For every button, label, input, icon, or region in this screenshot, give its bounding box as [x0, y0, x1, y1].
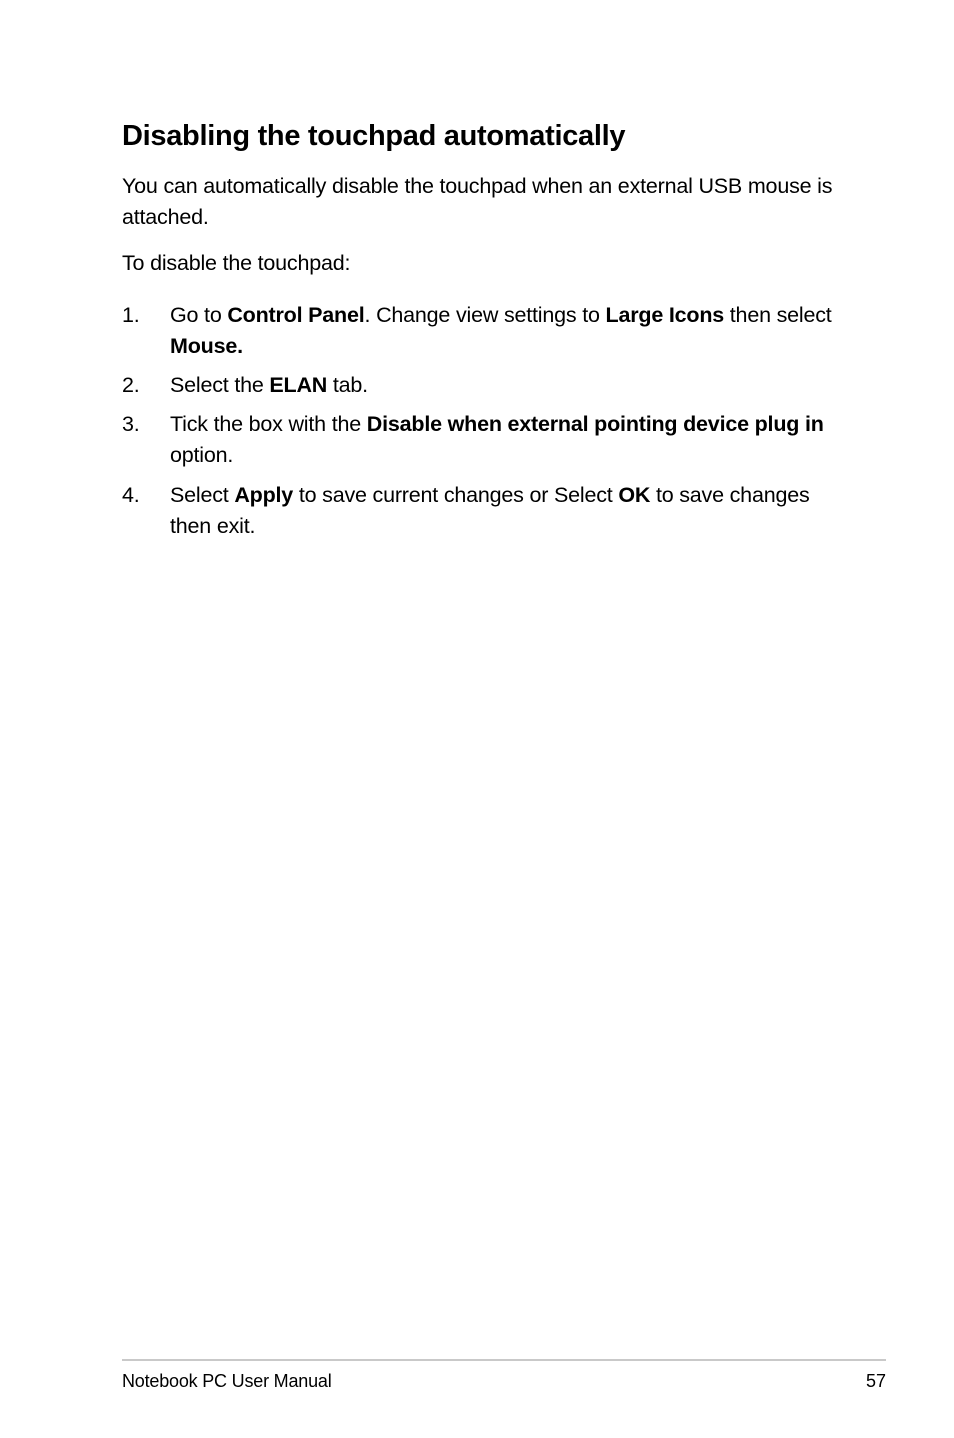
step-text	[170, 480, 850, 542]
step-text	[170, 370, 850, 401]
step-text-part: tab.	[327, 373, 368, 397]
mouse-term: Mouse.	[170, 334, 243, 358]
large-icons-term: Large Icons	[605, 303, 725, 327]
footer-divider	[122, 1359, 886, 1361]
step-number: 2.	[122, 373, 140, 397]
step-text	[170, 409, 850, 471]
step-text-part: Select the	[170, 373, 270, 397]
disable-option-term: Disable when external pointing device plug in	[366, 412, 824, 436]
elan-term: ELAN	[269, 373, 328, 397]
ok-term: OK	[618, 483, 651, 507]
footer-page-number: 57	[865, 1371, 886, 1391]
step-text-part: . Change view settings to	[364, 303, 606, 327]
section-heading: Disabling the touchpad automatically	[122, 120, 626, 152]
footer-manual-title: Notebook PC User Manual	[122, 1371, 332, 1391]
step-text-part: Tick the box with the	[170, 412, 367, 436]
step-text-part: then select	[724, 303, 832, 327]
step-text-part: to save current changes or Select	[293, 483, 619, 507]
lead-paragraph: To disable the touchpad:	[122, 251, 351, 275]
step-number: 3.	[122, 412, 140, 436]
step-number: 4.	[122, 483, 140, 507]
step-text	[170, 300, 850, 362]
step-text-part: Go to	[170, 303, 228, 327]
intro-paragraph: You can automatically disable the touchpad when an external USB mouse is attached.	[122, 174, 833, 229]
apply-term: Apply	[234, 483, 294, 507]
step-number: 1.	[122, 303, 140, 327]
control-panel-term: Control Panel	[227, 303, 365, 327]
step-text-part: to save changes then exit.	[170, 483, 810, 538]
step-text-part: option.	[170, 443, 234, 467]
step-text-part: Select	[170, 483, 235, 507]
